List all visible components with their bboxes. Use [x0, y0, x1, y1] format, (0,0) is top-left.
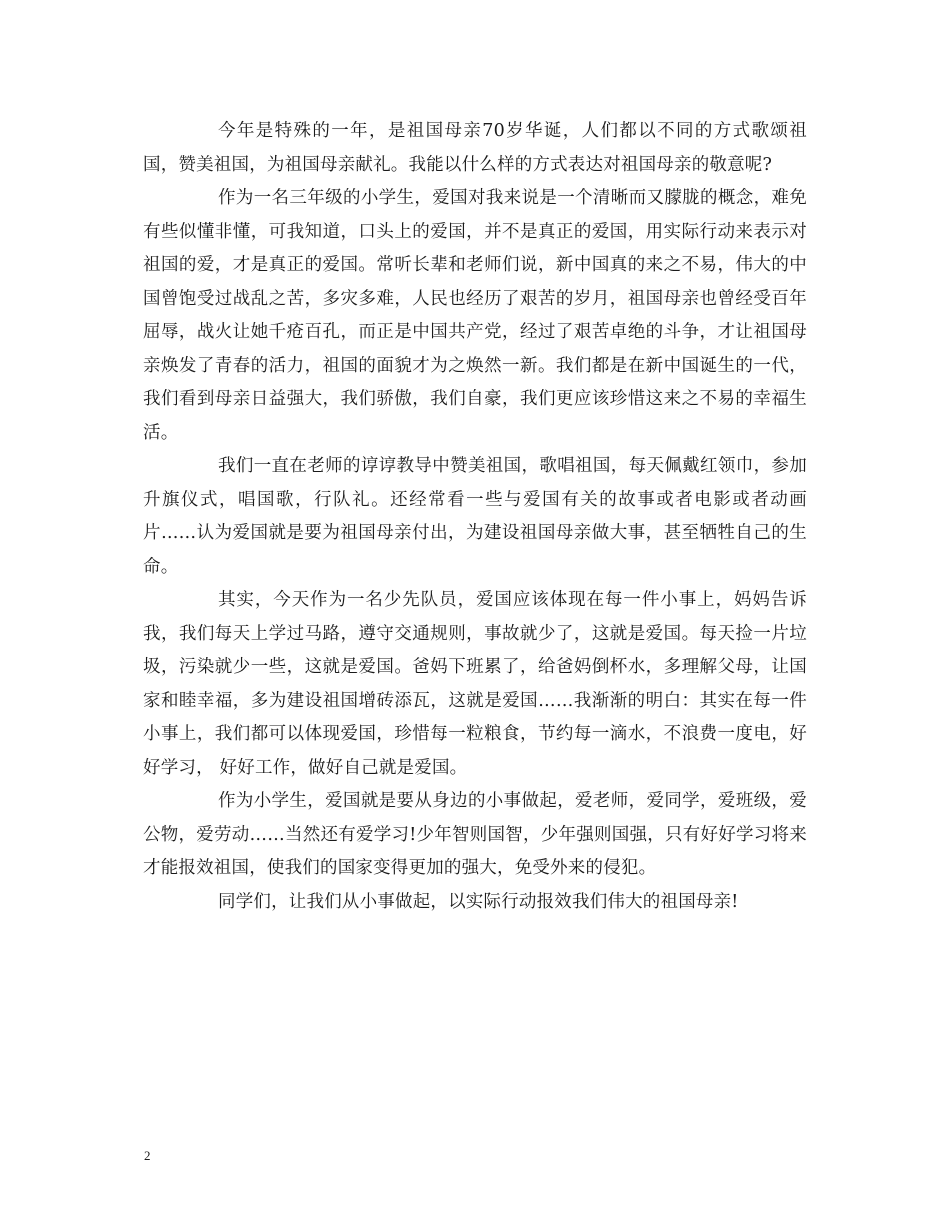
essay-body [143, 115, 807, 919]
paragraph-2: 作为一名三年级的小学生，爱国对我来说是一个清晰而又朦胧的概念，难免有些似懂非懂，可我知道，口头上的爱国，并不是真正的爱国，用实际行动来表示对祖国的爱，才是真正的爱国。常听长辈和老师们说，新中国真的来之不易，伟大的中国曾饱受过战乱之苦，多灾多难，人民也经历了艰苦的岁月，祖国母亲也曾经受百年屈辱，战火让她千疮百孔，而正是中国共产党，经过了艰苦卓绝的斗争，才让祖国母亲焕发了青春的活力，祖国的面貌才为之焕然一新。我们都是在新中国诞生的一代，我们看到母亲日益强大，我们骄傲，我们自豪，我们更应该珍惜这来之不易的幸福生活。 [143, 188, 807, 443]
paragraph-1: 今年是特殊的一年，是祖国母亲70岁华诞，人们都以不同的方式歌颂祖国，赞美祖国，为祖国母亲献礼。我能以什么样的方式表达对祖国母亲的敬意呢? [143, 121, 807, 175]
page-number: 2 [144, 1148, 151, 1163]
paragraph-4: 其实，今天作为一名少先队员，爱国应该体现在每一件小事上，妈妈告诉我，我们每天上学过马路，遵守交通规则，事故就少了，这就是爱国。每天捡一片垃圾，污染就少一些，这就是爱国。爸妈下班累了，给爸妈倒杯水，多理解父母，让国家和睦幸福，多为建设祖国增砖添瓦，这就是爱国……我渐渐的明白：其实在每一件小事上，我们都可以体现爱国，珍惜每一粒粮食，节约每一滴水，不浪费一度电，好好学习， 好好工作，做好自己就是爱国。 [143, 590, 807, 778]
paragraph-6: 同学们，让我们从小事做起，以实际行动报效我们伟大的祖国母亲! [218, 891, 739, 912]
paragraph-5: 作为小学生，爱国就是要从身边的小事做起，爱老师，爱同学，爱班级，爱公物，爱劳动……当然还有爱学习!少年智则国智，少年强则国强，只有好好学习将来才能报效祖国，使我们的国家变得更加的强大，免受外来的侵犯。 [143, 791, 807, 878]
paragraph-3: 我们一直在老师的谆谆教导中赞美祖国，歌唱祖国，每天佩戴红领巾，参加升旗仪式，唱国歌，行队礼。还经常看一些与爱国有关的故事或者电影或者动画片……认为爱国就是要为祖国母亲付出，为建设祖国母亲做大事，甚至牺牲自己的生命。 [143, 456, 807, 577]
